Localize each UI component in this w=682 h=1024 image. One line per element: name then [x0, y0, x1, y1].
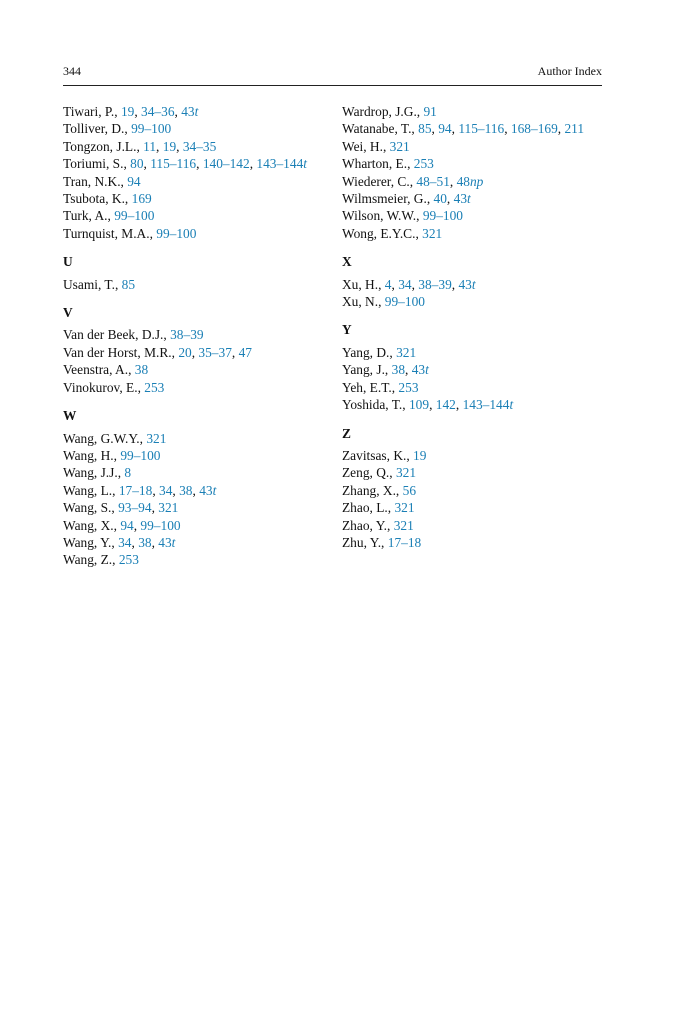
index-entry [342, 138, 604, 155]
author-name: Wong, E.Y.C., [342, 225, 423, 241]
index-column-left [63, 103, 333, 569]
page-reference-link[interactable]: 99–100 [384, 294, 425, 310]
page-reference-link[interactable]: 17–18 [118, 482, 153, 498]
author-name: Tiwari, P., [63, 104, 121, 119]
section-letter-u: U [63, 254, 73, 270]
header-rule [63, 85, 602, 86]
index-entry [63, 190, 333, 207]
index-entry: Wang, X., 94, 99–100 [63, 517, 181, 533]
index-entry [63, 464, 333, 481]
page-reference-link[interactable]: 34–36 [141, 104, 175, 119]
index-entry [342, 379, 604, 396]
index-entry [63, 551, 333, 568]
page-reference-link[interactable]: 56 [402, 482, 417, 498]
author-name: Vinokurov, E., [63, 379, 145, 395]
page-reference-link[interactable]: 99–100 [120, 447, 161, 463]
page-reference-link[interactable]: 38 [391, 362, 406, 378]
page-reference-link[interactable]: 43t [458, 276, 476, 292]
page-reference-link[interactable]: 11 [143, 138, 157, 154]
index-entry: Wang, Y., 34, 38, 43t [63, 534, 176, 550]
index-entry [342, 207, 604, 224]
index-entry [63, 361, 333, 378]
index-entry [342, 464, 604, 481]
author-name: Tolliver, D., [63, 121, 132, 137]
page-reference-link[interactable]: 99–100 [114, 208, 155, 224]
page-reference-link[interactable]: 43t [199, 482, 217, 498]
index-entry [342, 482, 604, 499]
page-reference-link[interactable]: 99–100 [131, 121, 172, 137]
page-reference-link[interactable]: 321 [396, 344, 417, 360]
index-entry [342, 499, 604, 516]
page-reference-link[interactable]: 99–100 [422, 208, 463, 224]
author-name: Tran, N.K., [63, 173, 128, 189]
page-reference-link[interactable]: 115–116 [150, 156, 197, 172]
page-reference-link[interactable]: 321 [394, 500, 415, 516]
author-name: Yoshida, T., [342, 397, 409, 413]
page-reference-link[interactable]: 140–142 [202, 156, 250, 172]
page-reference-link[interactable]: 168–169 [510, 121, 558, 137]
index-entry [63, 379, 333, 396]
page-reference-link[interactable]: 19 [120, 104, 135, 119]
author-name: Zhao, L., [342, 500, 395, 516]
index-entry: Toriumi, S., 80, 115–116, 140–142, 143–144t [63, 156, 307, 172]
index-entry [342, 534, 604, 551]
page-reference-link[interactable]: 19 [413, 447, 427, 463]
page-reference-link[interactable]: 321 [158, 500, 179, 516]
author-name: Wang, G.W.Y., [63, 430, 147, 446]
index-entry [342, 344, 604, 361]
page-reference-link[interactable]: 115–116 [458, 121, 505, 137]
page-reference-link[interactable]: 40 [433, 191, 447, 207]
page-reference-link[interactable]: 34 [118, 534, 132, 550]
author-name: Yang, J., [342, 362, 392, 378]
page-reference-link[interactable]: 93–94 [118, 500, 152, 516]
index-entry [342, 155, 604, 172]
author-name: Wei, H., [342, 138, 390, 154]
section-letter-y: Y [342, 322, 352, 338]
page-reference-link[interactable]: 321 [389, 138, 410, 154]
author-name: Xu, H., [342, 276, 385, 292]
index-entry [63, 120, 333, 137]
page-reference-link[interactable]: 38 [134, 362, 149, 378]
section-letter-v: V [63, 305, 73, 321]
index-entry [63, 447, 333, 464]
page-reference-link[interactable]: 34 [159, 482, 173, 498]
author-name: Watanabe, T., [342, 121, 419, 137]
author-name: Wilmsmeier, G., [342, 191, 434, 207]
page-reference-link[interactable]: 91 [423, 104, 437, 119]
page-reference-link[interactable]: 94 [120, 517, 134, 533]
index-entry: Wang, L., 17–18, 34, 38, 43t [63, 482, 217, 498]
index-entry [342, 517, 604, 534]
page-reference-link[interactable]: 143–144t [462, 397, 514, 413]
page-reference-link[interactable]: 321 [393, 517, 414, 533]
section-letter-w: W [63, 408, 77, 424]
author-name: Wang, H., [63, 447, 121, 463]
author-name: Wang, L., [63, 482, 119, 498]
author-name: Xu, N., [342, 294, 385, 310]
index-entry [342, 447, 604, 464]
author-name: Turk, A., [63, 208, 115, 224]
page-reference-link[interactable]: 109 [408, 397, 430, 413]
index-entry [342, 293, 604, 310]
index-column-right [342, 103, 604, 551]
running-title: Author Index [537, 64, 602, 78]
page-reference-link[interactable]: 80 [130, 156, 144, 172]
index-entry [342, 225, 604, 242]
page-reference-link[interactable]: 85 [121, 276, 136, 292]
author-name: Zhu, Y., [342, 534, 388, 550]
author-name: Usami, T., [63, 276, 122, 292]
page-number: 344 [63, 64, 81, 78]
index-entry [63, 207, 333, 224]
page-reference-link[interactable]: 94 [438, 121, 452, 137]
page-reference-link[interactable]: 253 [118, 552, 139, 568]
page-reference-link[interactable]: 211 [564, 121, 585, 137]
author-name: Yang, D., [342, 344, 397, 360]
author-name: Veenstra, A., [63, 362, 135, 378]
page-reference-link[interactable]: 8 [124, 465, 132, 481]
page-reference-link[interactable]: 38 [179, 482, 193, 498]
page-reference-link[interactable]: 34–35 [182, 138, 217, 154]
author-name: Yeh, E.T., [342, 379, 399, 395]
index-entry: Tiwari, P., 19, 34–36, 43t [63, 104, 199, 119]
index-entry: Tongzon, J.L., 11, 19, 34–35 [63, 138, 217, 154]
page-reference-link[interactable]: 48np [456, 173, 484, 189]
page-reference-link[interactable]: 47 [238, 344, 252, 360]
author-name: Tongzon, J.L., [63, 138, 144, 154]
index-entry [63, 173, 333, 190]
author-name: Wharton, E., [342, 156, 414, 172]
author-name: Wilson, W.W., [342, 208, 423, 224]
page-reference-link[interactable]: 43t [411, 362, 429, 378]
page-reference-link[interactable]: 85 [418, 121, 432, 137]
author-name: Zhang, X., [342, 482, 403, 498]
page-reference-link[interactable]: 4 [384, 276, 392, 292]
author-name: Zavitsas, K., [342, 447, 414, 463]
page-reference-link[interactable]: 35–37 [198, 344, 232, 360]
index-entry: Van der Horst, M.R., 20, 35–37, 47 [63, 344, 252, 360]
index-entry [63, 326, 333, 343]
author-name: Wiederer, C., [342, 173, 417, 189]
page-reference-link[interactable]: 20 [178, 344, 192, 360]
section-letter-x: X [342, 254, 352, 270]
page-reference-link[interactable]: 321 [395, 465, 417, 481]
page-reference-link[interactable]: 38 [138, 534, 152, 550]
author-name: Wang, X., [63, 517, 121, 533]
index-entry: Yang, J., 38, 43t [342, 362, 429, 378]
page-reference-link[interactable]: 321 [146, 430, 167, 446]
page-reference-link[interactable]: 253 [398, 379, 419, 395]
index-entry: Wiederer, C., 48–51, 48np [342, 173, 484, 189]
index-entry: Wang, S., 93–94, 321 [63, 500, 179, 516]
index-entry [63, 225, 333, 242]
author-name: Zeng, Q., [342, 465, 396, 481]
author-name: Van der Horst, M.R., [63, 344, 179, 360]
page-reference-link[interactable]: 17–18 [387, 534, 422, 550]
page-reference-link[interactable]: 94 [127, 173, 141, 189]
page-reference-link[interactable]: 43t [181, 104, 199, 119]
page-reference-link[interactable]: 99–100 [140, 517, 181, 533]
page-reference-link[interactable]: 43t [158, 534, 176, 550]
author-name: Tsubota, K., [63, 191, 132, 207]
page-reference-link[interactable]: 38–39 [170, 327, 204, 343]
author-name: Wang, Y., [63, 534, 119, 550]
index-entry [63, 276, 333, 293]
index-entry [342, 103, 604, 120]
page-reference-link[interactable]: 19 [162, 138, 177, 154]
running-header [63, 62, 602, 80]
author-name: Wang, Z., [63, 552, 119, 568]
author-name: Wang, S., [63, 500, 119, 516]
author-name: Van der Beek, D.J., [63, 327, 171, 343]
index-entry: Watanabe, T., 85, 94, 115–116, 168–169, 211 [342, 121, 585, 137]
index-entry: Xu, H., 4, 34, 38–39, 43t [342, 276, 476, 292]
page-reference-link[interactable]: 142 [435, 397, 456, 413]
page-reference-link[interactable]: 321 [422, 225, 443, 241]
page-reference-link[interactable]: 34 [398, 276, 412, 292]
author-name: Wang, J.J., [63, 465, 125, 481]
index-entry: Yoshida, T., 109, 142, 143–144t [342, 397, 514, 413]
page-reference-link[interactable]: 169 [131, 191, 152, 207]
section-letter-z: Z [342, 425, 351, 441]
page-reference-link[interactable]: 48–51 [416, 173, 450, 189]
author-name: Turnquist, M.A., [63, 225, 157, 241]
page-reference-link[interactable]: 143–144t [256, 156, 307, 172]
author-name: Zhao, Y., [342, 517, 394, 533]
author-name: Wardrop, J.G., [342, 104, 424, 119]
author-name: Toriumi, S., [63, 156, 131, 172]
index-entry [63, 430, 333, 447]
page-reference-link[interactable]: 253 [144, 379, 165, 395]
index-entry: Wilmsmeier, G., 40, 43t [342, 191, 471, 207]
page-reference-link[interactable]: 43t [453, 191, 471, 207]
page-reference-link[interactable]: 253 [413, 156, 434, 172]
page-reference-link[interactable]: 38–39 [418, 276, 452, 292]
page-reference-link[interactable]: 99–100 [156, 225, 197, 241]
